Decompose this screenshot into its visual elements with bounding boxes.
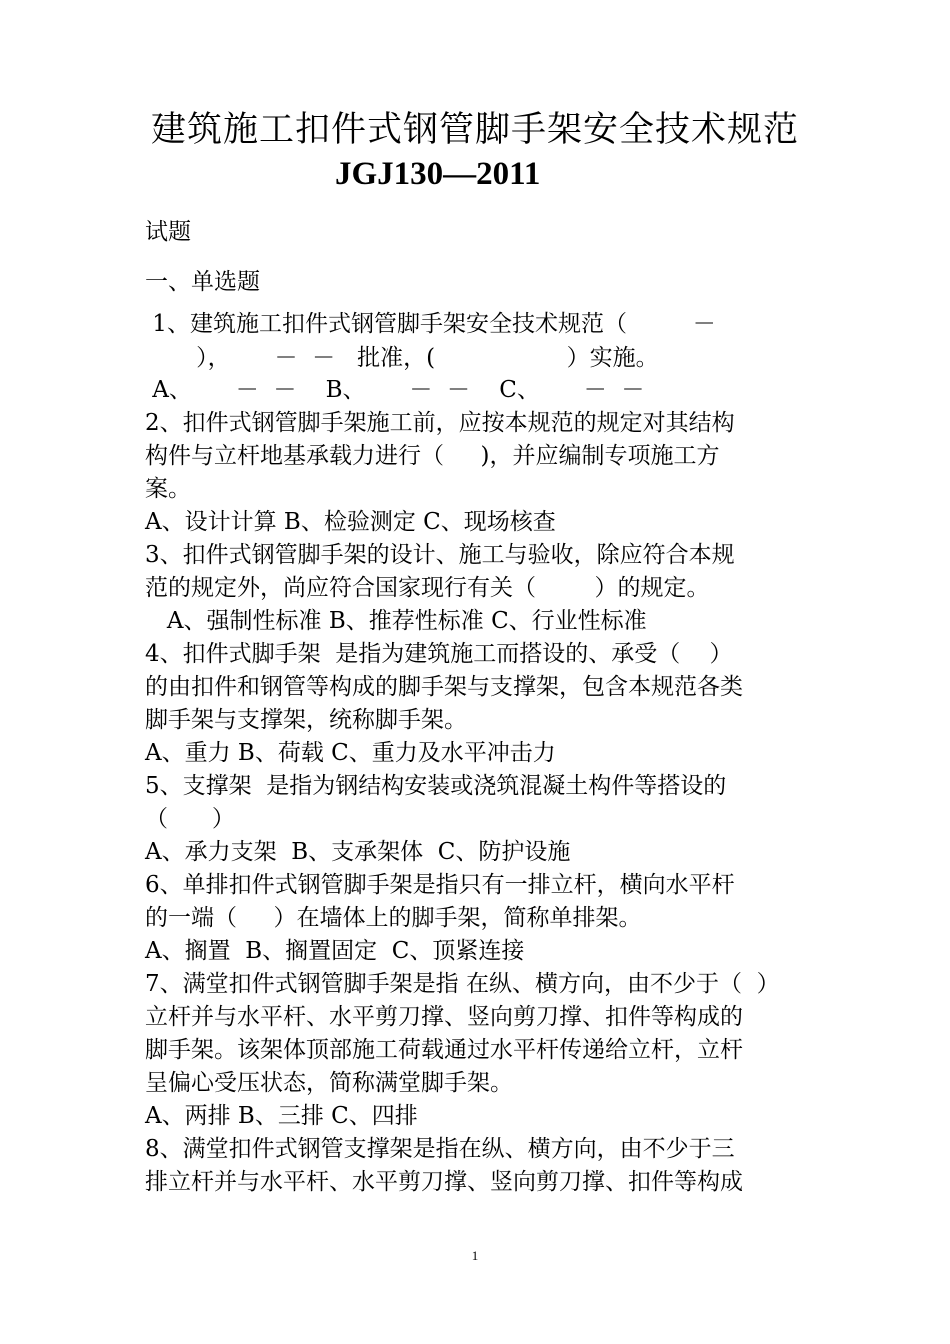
text-line: 案。	[145, 476, 191, 502]
text-line: 构件与立杆地基承载力进行（ )，并应编制专项施工方	[145, 443, 720, 469]
text-line: A、承力支架 B、支承架体 C、防护设施	[145, 839, 571, 865]
text-line: A、搁置 B、搁置固定 C、顶紧连接	[145, 938, 525, 964]
text-line: A、两排 B、三排 C、四排	[145, 1103, 418, 1129]
standard-code: JGJ130—2011	[335, 156, 541, 192]
section-heading: 一、单选题	[145, 269, 260, 295]
text-line: 脚手架与支撑架，统称脚手架。	[145, 707, 467, 733]
text-line: 7、满堂扣件式钢管脚手架是指 在纵、横方向，由不少于（ ）	[145, 971, 780, 997]
text-line: 范的规定外，尚应符合国家现行有关（ ）的规定。	[145, 575, 710, 601]
text-line: 的一端（ ）在墙体上的脚手架，简称单排架。	[145, 905, 642, 931]
text-line: 3、扣件式钢管脚手架的设计、施工与验收，除应符合本规	[145, 542, 735, 568]
text-line: 2、扣件式钢管脚手架施工前，应按本规范的规定对其结构	[145, 410, 735, 436]
text-line: 5、支撑架 是指为钢结构安装或浇筑混凝土构件等搭设的	[145, 773, 727, 799]
text-line: 脚手架。该架体顶部施工荷载通过水平杆传递给立杆，立杆	[145, 1037, 743, 1063]
text-line: A、 － － B、 － － C、 － －	[145, 377, 645, 403]
text-line: （ ）	[145, 806, 235, 832]
text-line: A、强制性标准 B、推荐性标准 C、行业性标准	[145, 608, 647, 634]
text-line: 1、建筑施工扣件式钢管脚手架安全技术规范（ －	[145, 311, 716, 337]
text-line: 的由扣件和钢管等构成的脚手架与支撑架，包含本规范各类	[145, 674, 743, 700]
text-line: 呈偏心受压状态，简称满堂脚手架。	[145, 1070, 513, 1096]
text-line: 立杆并与水平杆、水平剪刀撑、竖向剪刀撑、扣件等构成的	[145, 1004, 743, 1030]
text-line: ）， － － 批准，( ）实施。	[145, 345, 659, 371]
page-number: 1	[471, 1248, 479, 1263]
text-line: A、设计计算 B、检验测定 C、现场核查	[145, 509, 556, 535]
text-line: 4、扣件式脚手架 是指为建筑施工而搭设的、承受（ ）	[145, 641, 733, 667]
document-title: 建筑施工扣件式钢管脚手架安全技术规范	[150, 110, 799, 150]
text-line: A、重力 B、荷载 C、重力及水平冲击力	[145, 740, 556, 766]
text-line: 8、满堂扣件式钢管支撑架是指在纵、横方向，由不少于三	[145, 1136, 735, 1162]
text-line: 排立杆并与水平杆、水平剪刀撑、竖向剪刀撑、扣件等构成	[145, 1169, 743, 1195]
heading: 试题	[145, 219, 191, 245]
text-line: 6、单排扣件式钢管脚手架是指只有一排立杆，横向水平杆	[145, 872, 735, 898]
